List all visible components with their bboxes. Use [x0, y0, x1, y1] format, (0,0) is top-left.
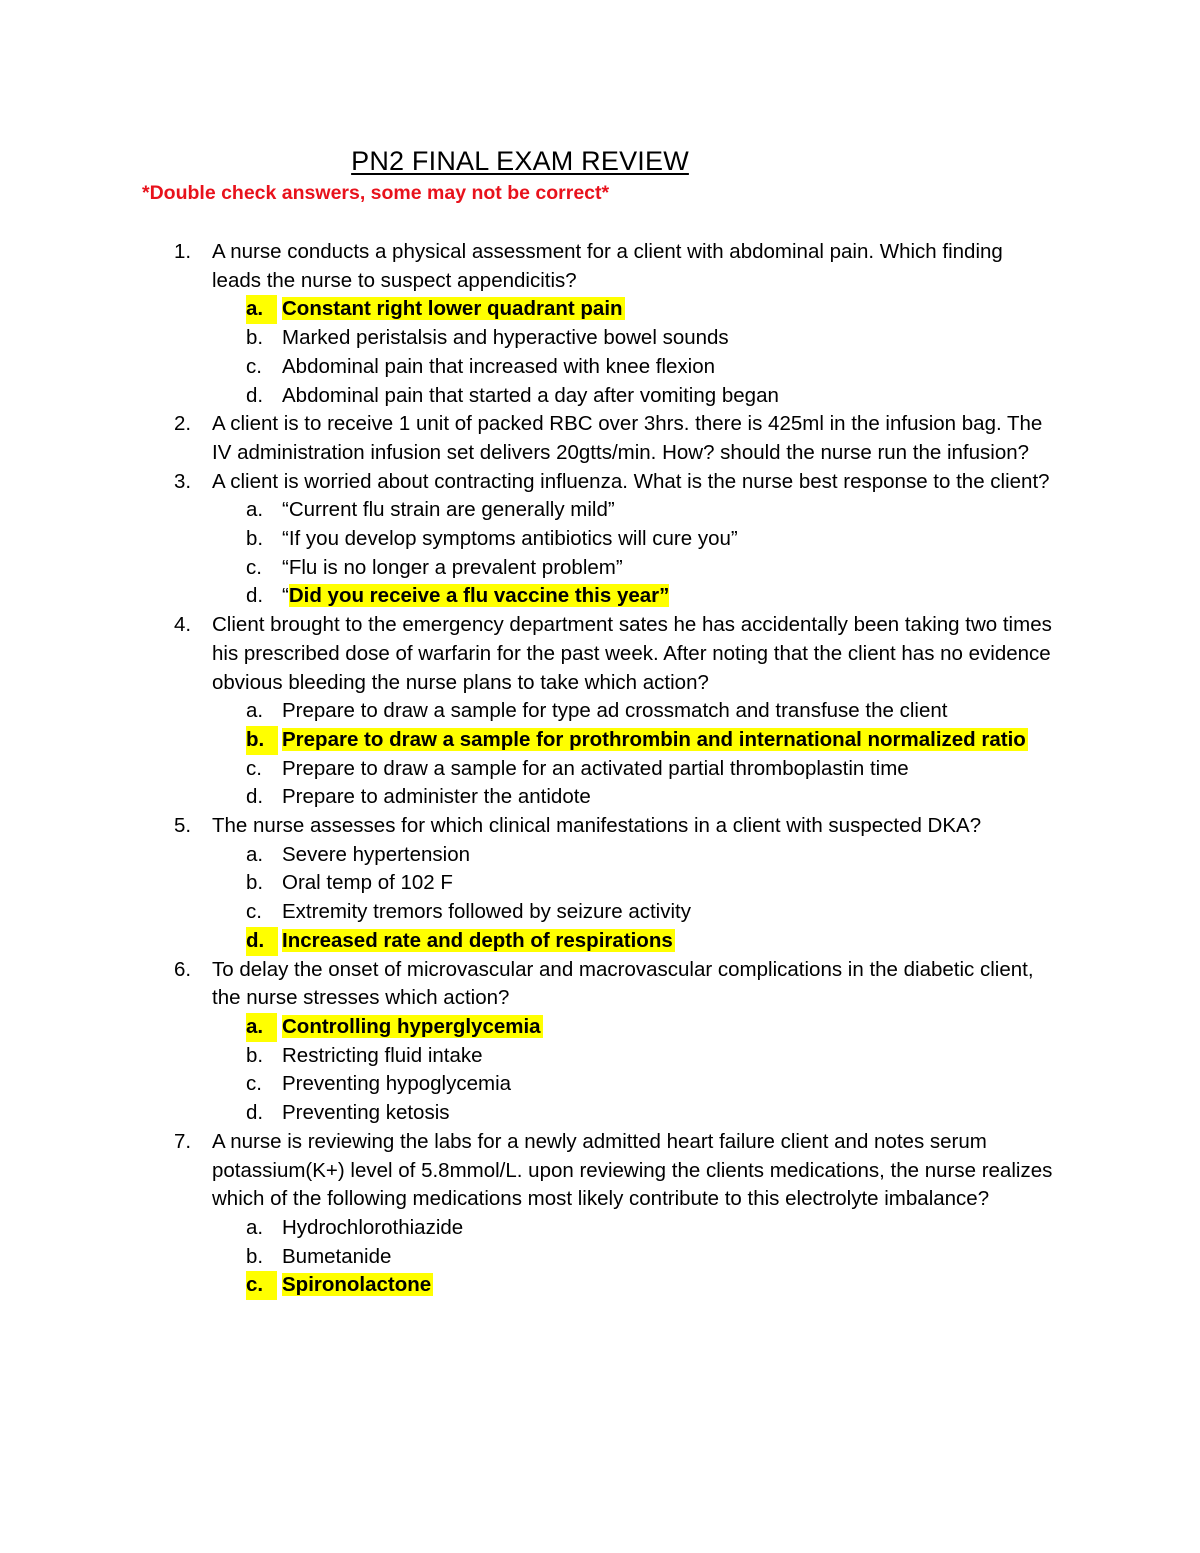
option-letter: b.: [246, 527, 264, 551]
option-letter: b.: [246, 726, 278, 755]
answer-option: [174, 525, 1054, 554]
answer-option: [174, 1243, 1054, 1272]
answer-options: [174, 1214, 1054, 1300]
document-title: PN2 FINAL EXAM REVIEW: [351, 146, 689, 176]
option-letter: c.: [246, 555, 262, 579]
question-item: [174, 1128, 1054, 1214]
question-text: To delay the onset of microvascular and macrovascular complications in the diabetic client, the nurse stresses which action?: [212, 957, 1034, 1010]
answer-option: [174, 1099, 1054, 1128]
question-list: [174, 238, 1054, 1300]
option-letter: b.: [246, 1043, 264, 1067]
option-letter: c.: [246, 900, 262, 924]
option-letter: a.: [246, 842, 264, 866]
question-text: Client brought to the emergency department sates he has accidentally been taking two times his prescribed dose of warfarin for the past week. After noting that the client has no evidence obvious bleeding the nurse plans to take which action?: [212, 613, 1052, 694]
option-text: Hydrochlorothiazide: [282, 1215, 464, 1239]
option-text: Marked peristalsis and hyperactive bowel sounds: [282, 326, 729, 350]
answer-option: [174, 1214, 1054, 1243]
option-text: Prepare to draw a sample for prothrombin and international normalized ratio: [282, 727, 1026, 751]
option-text: Abdominal pain that increased with knee flexion: [282, 354, 716, 378]
answer-option: [174, 1042, 1054, 1071]
option-letter: d.: [246, 927, 278, 956]
option-text: Abdominal pain that started a day after vomiting began: [282, 383, 779, 407]
answer-option: [174, 382, 1054, 411]
option-letter: d.: [246, 584, 264, 608]
option-letter: c.: [246, 354, 262, 378]
option-letter: d.: [246, 383, 264, 407]
option-text: Preventing hypoglycemia: [282, 1072, 512, 1096]
answer-option-highlighted: [174, 1013, 1054, 1042]
option-text: Constant right lower quadrant pain: [282, 297, 623, 321]
answer-option-highlighted: [174, 726, 1054, 755]
option-text: “If you develop symptoms antibiotics will cure you”: [282, 527, 738, 551]
answer-option-highlighted: [174, 582, 1054, 611]
option-text: Did you receive a flu vaccine this year”: [288, 584, 670, 608]
question-number: 2.: [174, 412, 192, 436]
answer-options: [174, 841, 1054, 956]
answer-option: [174, 755, 1054, 784]
answer-options: [174, 295, 1054, 410]
question-text: The nurse assesses for which clinical manifestations in a client with suspected DKA?: [212, 814, 982, 838]
option-letter: b.: [246, 326, 264, 350]
answer-option: [174, 841, 1054, 870]
option-letter: a.: [246, 498, 264, 522]
answer-option: [174, 898, 1054, 927]
answer-option: [174, 869, 1054, 898]
answer-option: [174, 353, 1054, 382]
answer-option: [174, 554, 1054, 583]
option-text: Bumetanide: [282, 1244, 392, 1268]
option-letter: c.: [246, 756, 262, 780]
option-text: Preventing ketosis: [282, 1101, 450, 1125]
option-text: Prepare to draw a sample for an activated partial thromboplastin time: [282, 756, 909, 780]
option-letter: d.: [246, 785, 264, 809]
option-text: “Flu is no longer a prevalent problem”: [282, 555, 623, 579]
question-item: [174, 238, 1054, 295]
option-letter: b.: [246, 1244, 264, 1268]
question-number: 3.: [174, 469, 192, 493]
question-text: A nurse conducts a physical assessment for a client with abdominal pain. Which finding leads the nurse to suspect appendicitis?: [212, 240, 1003, 292]
question-item: [174, 410, 1054, 467]
option-text: Oral temp of 102 F: [282, 871, 453, 895]
option-text-prefix: “: [282, 584, 289, 608]
question-number: 4.: [174, 613, 192, 637]
option-text: Prepare to draw a sample for type ad crossmatch and transfuse the client: [282, 699, 948, 723]
option-text: Severe hypertension: [282, 842, 471, 866]
question-text: A client is to receive 1 unit of packed RBC over 3hrs. there is 425ml in the infusion bag. The IV administration infusion set delivers 20gtts/min. How? should the nurse run the infusion?: [212, 412, 1043, 464]
question-item: [174, 812, 1054, 841]
option-letter: c.: [246, 1271, 277, 1300]
answer-option-highlighted: [174, 295, 1054, 324]
question-number: 1.: [174, 240, 192, 263]
option-letter: a.: [246, 699, 264, 723]
question-text: A nurse is reviewing the labs for a newly admitted heart failure client and notes serum potassium(K+) level of 5.8mmol/L. upon reviewing the clients medications, the nurse realizes which of the following medications most likely contribute to this electrolyte imbalance?: [212, 1129, 1053, 1211]
question-item: [174, 468, 1054, 497]
question-item: [174, 956, 1054, 1013]
option-text: Restricting fluid intake: [282, 1043, 483, 1067]
answer-option: [174, 496, 1054, 525]
option-letter: a.: [246, 1215, 264, 1239]
option-letter: a.: [246, 295, 277, 324]
question-number: 7.: [174, 1129, 192, 1153]
answer-option: [174, 783, 1054, 812]
option-text: Prepare to administer the antidote: [282, 785, 591, 809]
question-number: 5.: [174, 814, 192, 838]
option-letter: b.: [246, 871, 264, 895]
option-text: “Current flu strain are generally mild”: [282, 498, 615, 522]
answer-option-highlighted: [174, 927, 1054, 956]
option-letter: c.: [246, 1072, 262, 1096]
option-text: Spironolactone: [282, 1273, 432, 1297]
option-letter: a.: [246, 1013, 277, 1042]
answer-options: [174, 697, 1054, 812]
option-text: Controlling hyperglycemia: [282, 1014, 541, 1038]
answer-options: [174, 496, 1054, 611]
answer-options: [174, 1013, 1054, 1128]
question-item: [174, 611, 1054, 697]
answer-option: [174, 697, 1054, 726]
document-subtitle: *Double check answers, some may not be correct*: [142, 182, 610, 204]
answer-option: [174, 324, 1054, 353]
question-text: A client is worried about contracting influenza. What is the nurse best response to the client?: [212, 469, 1050, 493]
question-number: 6.: [174, 957, 192, 981]
option-letter: d.: [246, 1101, 264, 1125]
answer-option-highlighted: [174, 1271, 1054, 1300]
option-text: Extremity tremors followed by seizure activity: [282, 900, 691, 924]
option-text: Increased rate and depth of respirations: [282, 928, 673, 952]
answer-option: [174, 1070, 1054, 1099]
